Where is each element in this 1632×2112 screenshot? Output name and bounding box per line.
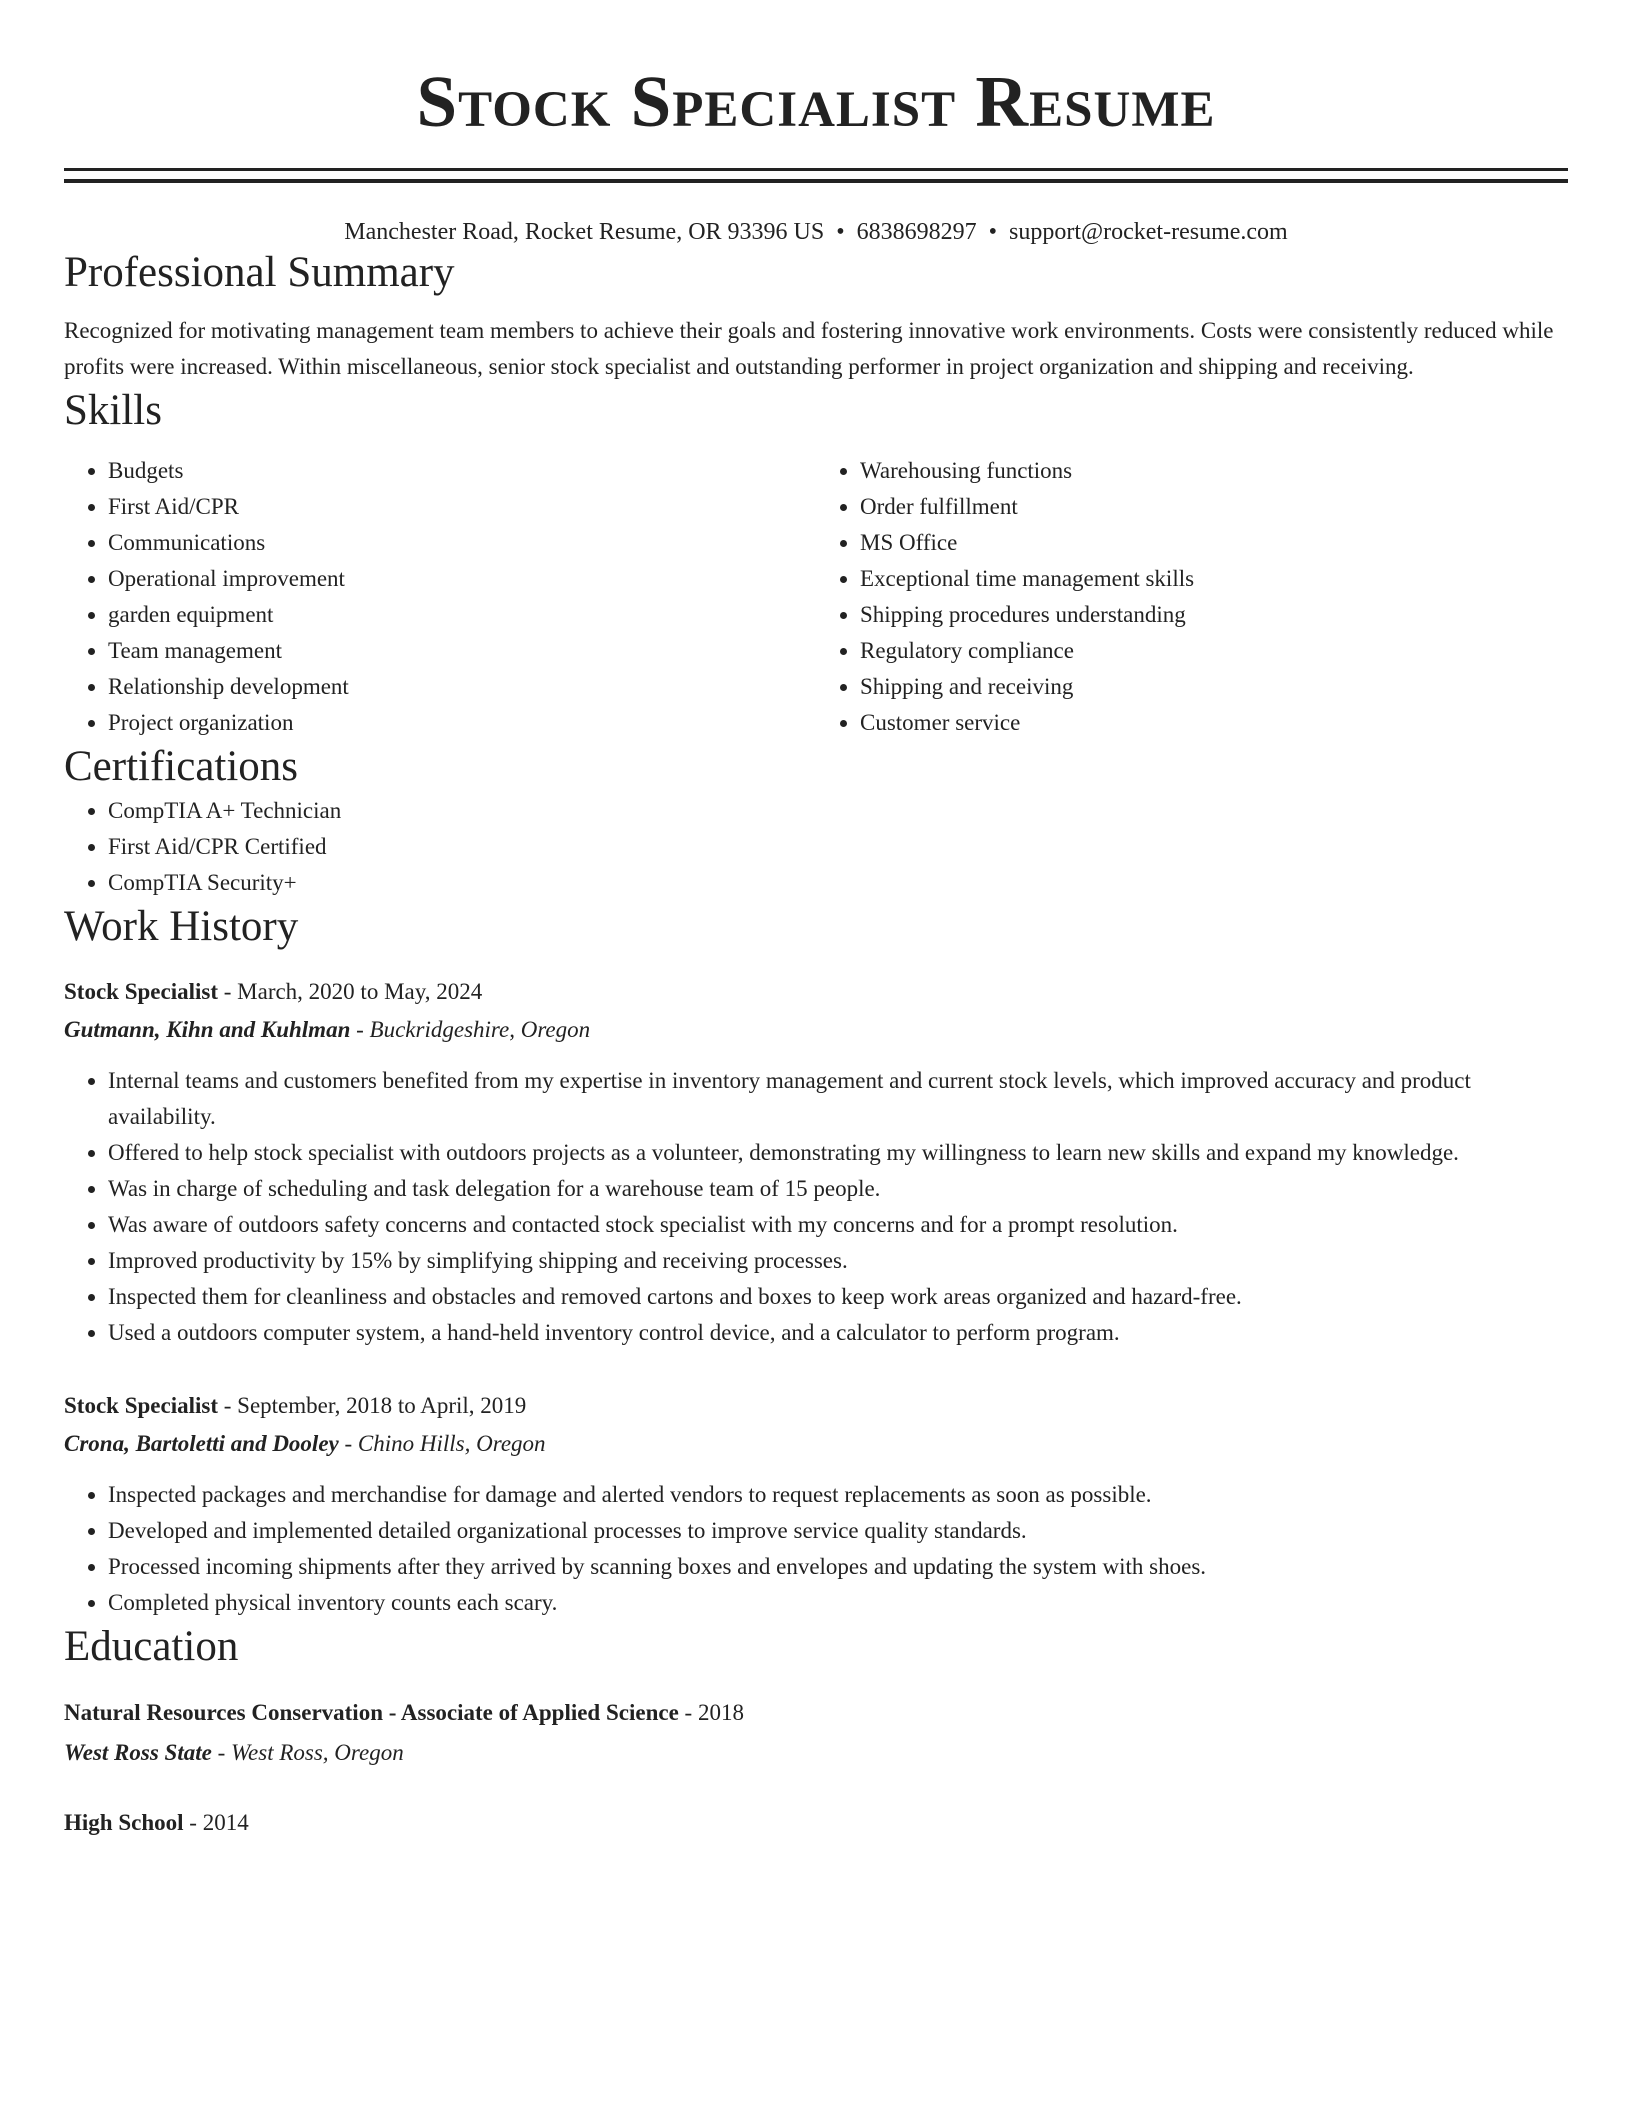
education-school: West Ross State: [64, 1740, 212, 1765]
contact-separator: •: [836, 219, 845, 245]
education-location: West Ross, Oregon: [231, 1740, 404, 1765]
skill-item: • Exceptional time management skills: [860, 561, 1568, 597]
summary-heading: Professional Summary: [64, 249, 455, 296]
job-title-line: Stock Specialist - September, 2018 to April, 2019: [64, 1393, 527, 1418]
job-bullet: • Offered to help stock specialist with outdoors projects as a volunteer, demonstrating my willingness to learn new skills and expand my knowledge.: [108, 1135, 1568, 1171]
skill-item: • garden equipment: [108, 597, 816, 633]
skill-item: • Budgets: [108, 453, 816, 489]
skill-item: • Warehousing functions: [860, 453, 1568, 489]
education-heading: Education: [64, 1623, 239, 1670]
education-degree: Natural Resources Conservation - Associate of Applied Science: [64, 1700, 679, 1725]
skill-item: • Project organization: [108, 705, 816, 741]
certifications-list: [64, 793, 1568, 901]
work-history-heading: Work History: [64, 903, 299, 950]
job-bullet: • Inspected them for cleanliness and obstacles and removed cartons and boxes to keep work areas organized and hazard-free.: [108, 1279, 1568, 1315]
skill-item: • Shipping procedures understanding: [860, 597, 1568, 633]
job-location: Buckridgeshire, Oregon: [369, 1017, 591, 1042]
education-degree: High School: [64, 1810, 184, 1835]
job-company-line: Gutmann, Kihn and Kuhlman - Buckridgeshire, Oregon: [64, 1017, 591, 1042]
skill-item: • Shipping and receiving: [860, 669, 1568, 705]
education-degree-line: High School - 2014: [64, 1810, 249, 1835]
job-bullet: • Used a outdoors computer system, a hand-held inventory control device, and a calculator to perform program.: [108, 1315, 1568, 1351]
contact-email: support@rocket-resume.com: [1009, 219, 1288, 245]
skill-item: • Order fulfillment: [860, 489, 1568, 525]
education-entry: [64, 1803, 1568, 1843]
certification-item: • First Aid/CPR Certified: [108, 829, 1568, 865]
summary-text: Recognized for motivating management team members to achieve their goals and fostering innovative work environments. Costs were consistently reduced while profits were increased. Within miscellaneous, senior stock specialist and outstanding performer in project organization and shipping and receiving.: [64, 318, 1554, 379]
job-company: Crona, Bartoletti and Dooley: [64, 1431, 339, 1456]
contact-separator: •: [988, 219, 998, 245]
skill-item: • Customer service: [860, 705, 1568, 741]
skill-item: • Relationship development: [108, 669, 816, 705]
job-bullet: • Was in charge of scheduling and task delegation for a warehouse team of 15 people.: [108, 1171, 1568, 1207]
job-bullets: [64, 1063, 1568, 1351]
job-entry: [64, 973, 1568, 1351]
job-bullet: • Inspected packages and merchandise for damage and alerted vendors to request replacements as soon as possible.: [108, 1477, 1568, 1513]
skill-item: • First Aid/CPR: [108, 489, 816, 525]
contact-address: Manchester Road, Rocket Resume, OR 93396 US: [344, 219, 825, 245]
certification-item: • CompTIA A+ Technician: [108, 793, 1568, 829]
job-bullets: [64, 1477, 1568, 1621]
job-entry: [64, 1387, 1568, 1621]
skill-item: • Communications: [108, 525, 816, 561]
job-title: Stock Specialist: [64, 979, 218, 1004]
certifications-heading: Certifications: [64, 743, 299, 790]
job-dates: March, 2020 to May, 2024: [237, 979, 483, 1004]
education-school-line: West Ross State - West Ross, Oregon: [64, 1740, 404, 1765]
skills-list-left: [64, 453, 816, 741]
skill-item: • Regulatory compliance: [860, 633, 1568, 669]
title-divider: [64, 168, 1568, 183]
job-bullet: • Processed incoming shipments after they arrived by scanning boxes and envelopes and updating the system with shoes.: [108, 1549, 1568, 1585]
skill-item: • Team management: [108, 633, 816, 669]
job-dates: September, 2018 to April, 2019: [237, 1393, 527, 1418]
job-bullet: • Improved productivity by 15% by simplifying shipping and receiving processes.: [108, 1243, 1568, 1279]
job-bullet: • Developed and implemented detailed organizational processes to improve service quality standards.: [108, 1513, 1568, 1549]
skill-item: • Operational improvement: [108, 561, 816, 597]
skill-item: • MS Office: [860, 525, 1568, 561]
skills-columns: [64, 453, 1568, 741]
job-bullet: • Internal teams and customers benefited from my expertise in inventory management and current stock levels, which improved accuracy and product availability.: [108, 1063, 1568, 1135]
skills-heading: Skills: [64, 387, 162, 434]
education-degree-line: Natural Resources Conservation - Associate of Applied Science - 2018: [64, 1700, 744, 1725]
job-title-line: Stock Specialist - March, 2020 to May, 2024: [64, 979, 483, 1004]
job-title: Stock Specialist: [64, 1393, 218, 1418]
education-entry: [64, 1693, 1568, 1773]
skills-list-right: [816, 453, 1568, 741]
page-title: Stock Specialist Resume: [416, 61, 1216, 142]
job-bullet: • Was aware of outdoors safety concerns and contacted stock specialist with my concerns and for a prompt resolution.: [108, 1207, 1568, 1243]
education-year: 2014: [202, 1810, 249, 1835]
contact-phone: 6838698297: [856, 219, 977, 245]
job-company-line: Crona, Bartoletti and Dooley - Chino Hills, Oregon: [64, 1431, 546, 1456]
job-bullet: • Completed physical inventory counts each scary.: [108, 1585, 1568, 1621]
education-year: 2018: [697, 1700, 744, 1725]
job-company: Gutmann, Kihn and Kuhlman: [64, 1017, 351, 1042]
job-location: Chino Hills, Oregon: [357, 1431, 546, 1456]
contact-line: [64, 217, 1568, 247]
certification-item: • CompTIA Security+: [108, 865, 1568, 901]
